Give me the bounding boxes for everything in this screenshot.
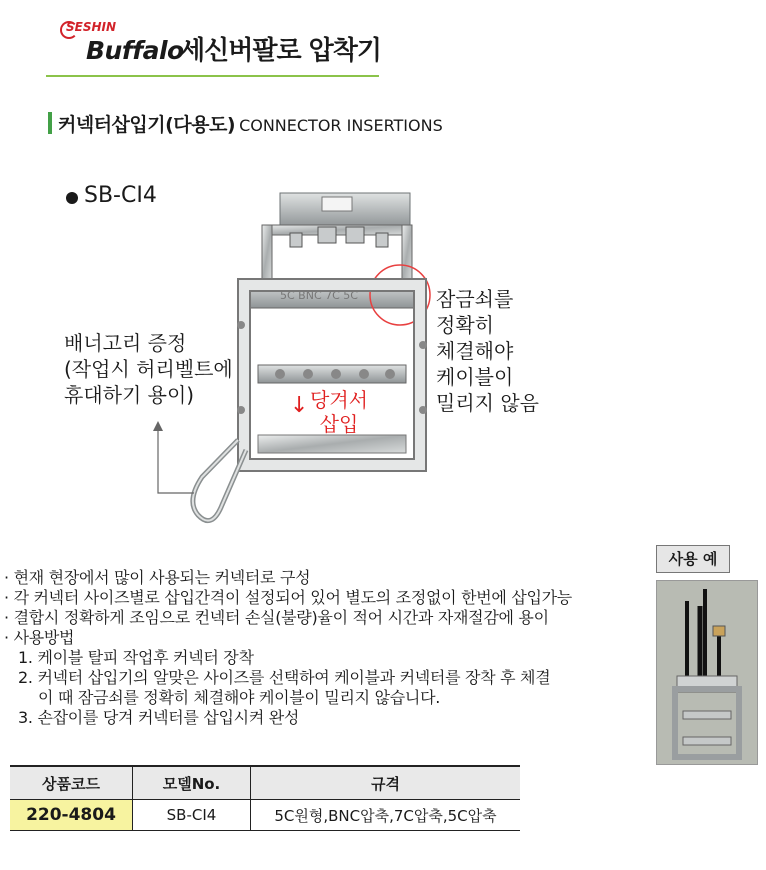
pull-line: 당겨서 [310,388,368,412]
down-arrow-icon: ↓ [290,393,309,418]
callout-line: 정확히 [436,313,494,337]
callout-line: 체결해야 [436,339,514,363]
pull-note [310,388,368,436]
brand-buffalo-logo: Buffalo [86,36,184,65]
section-title [58,110,443,137]
bullet-icon [66,192,78,204]
section-title-en: CONNECTOR INSERTIONS [239,116,443,135]
step-item: 3. 손잡이를 당겨 커넥터를 삽입시켜 완성 [18,708,300,727]
example-photo-art [657,581,757,764]
col-header-model: 모델No. [133,766,251,800]
page-title: 세신버팔로 압착기 [180,36,381,66]
callout-arrow [150,415,210,505]
col-header-code: 상품코드 [10,766,133,800]
callout-line: 케이블이 [436,365,514,389]
callout-carabiner [64,330,233,408]
section-marker [48,112,52,134]
engraving-label: 5C BNC 7C 5C [280,289,358,302]
feature-item: · 현재 현장에서 많이 사용되는 커넥터로 구성 [4,568,311,587]
feature-item: · 결합시 정확하게 조임으로 컨넥터 손실(불량)율이 적어 시간과 자재절감에 용이 [4,608,549,627]
model-no: SB-CI4 [133,800,251,831]
example-photo [656,580,758,765]
feature-list [4,568,572,728]
step-item: 2. 커넥터 삽입기의 알맞은 사이즈를 선택하여 케이블과 커넥터를 장착 후 체결 [18,668,551,687]
callout-lock [436,286,539,416]
product-code: 220-4804 [10,800,133,831]
spec-table [10,765,520,831]
callout-line: 잠금쇠를 [436,287,514,311]
header-divider [46,75,379,77]
col-header-spec: 규격 [251,766,521,800]
table-row [10,800,520,831]
example-label: 사용 예 [656,545,730,573]
section-title-ko: 커넥터삽입기(다용도) [58,114,236,136]
feature-item: · 사용방법 [4,628,75,647]
callout-line: 배너고리 증정 [64,331,187,355]
brand-seshin-text: SESHIN [66,20,117,34]
callout-line: 밀리지 않음 [436,391,539,415]
callout-line: 휴대하기 용이) [64,383,195,407]
spec-value: 5C원형,BNC압축,7C압축,5C압축 [251,800,521,831]
feature-item: · 각 커넥터 사이즈별로 삽입간격이 설정되어 있어 별도의 조정없이 한번에 삽입가능 [4,588,572,607]
table-header-row [10,766,520,800]
model-label: SB-CI4 [84,183,157,208]
callout-line: (작업시 허리벨트에 [64,357,233,381]
step-item: 1. 케이블 탈피 작업후 커넥터 장착 [18,648,254,667]
step-item: 이 때 잠금쇠를 정확히 체결해야 케이블이 밀리지 않습니다. [38,688,441,707]
pull-line: 삽입 [319,412,359,436]
